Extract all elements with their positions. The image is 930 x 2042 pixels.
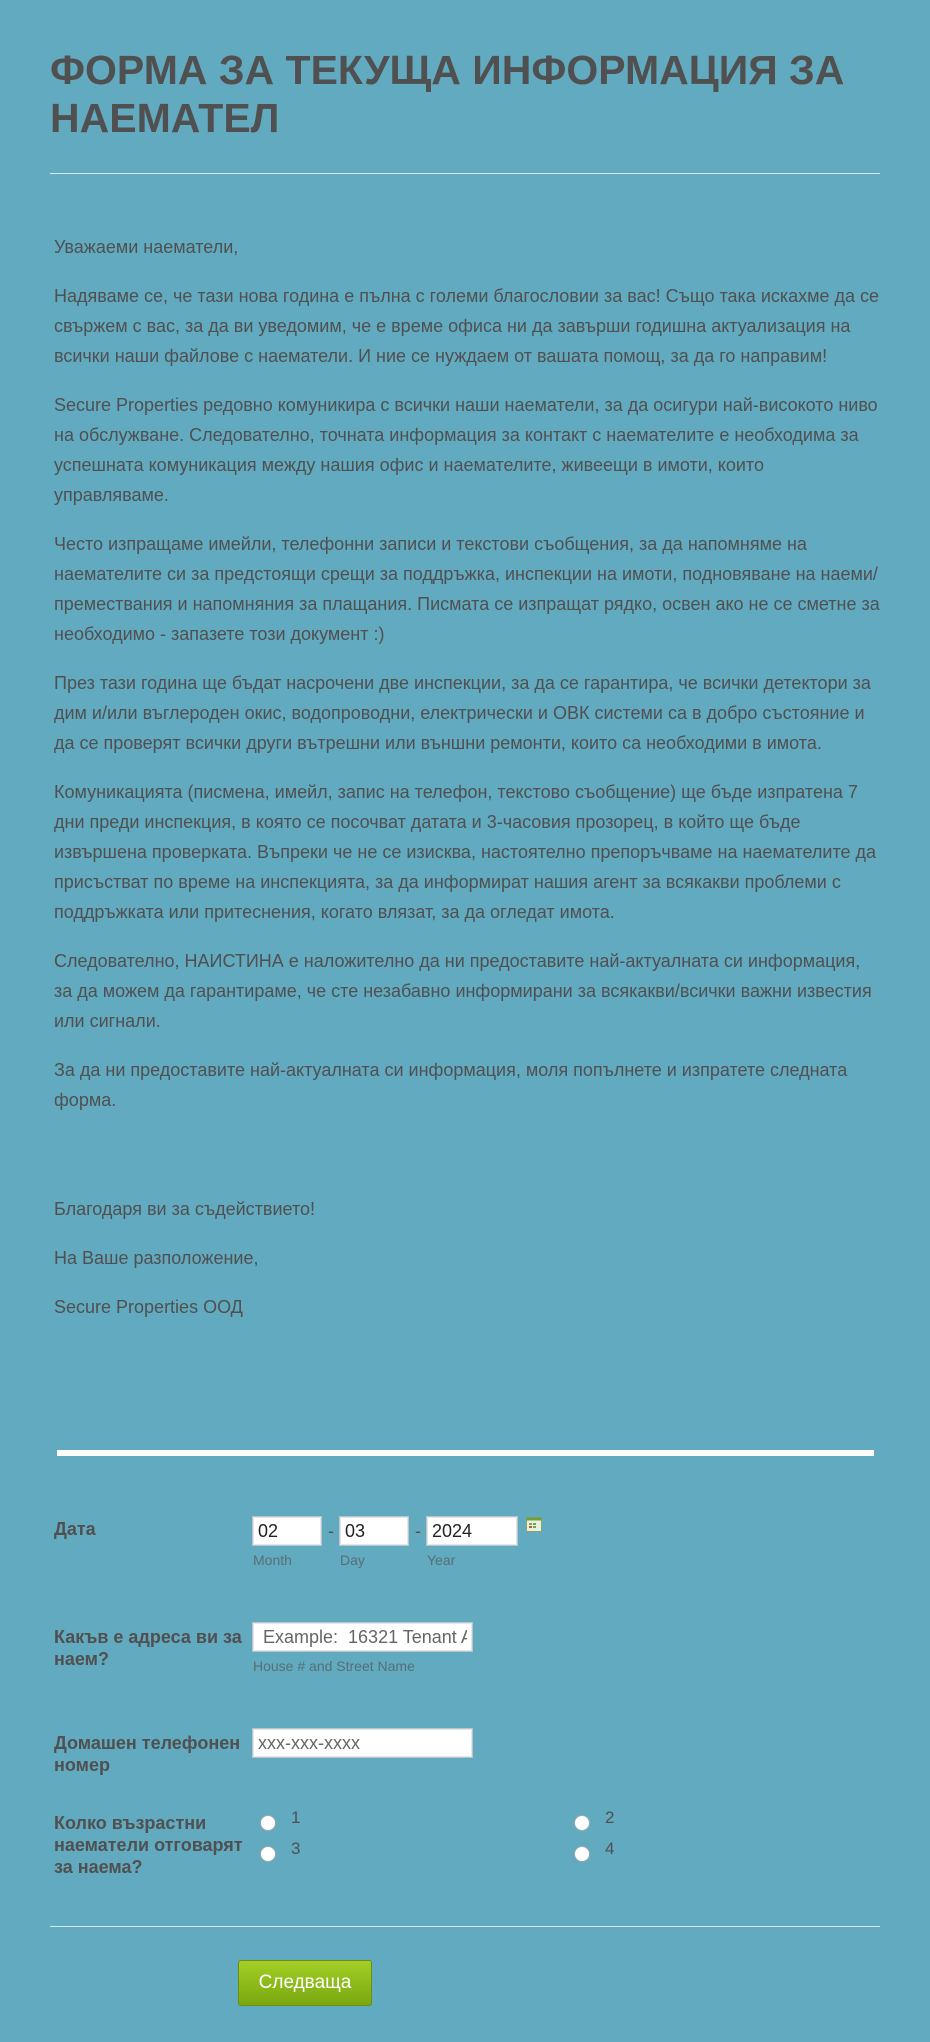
radio-button[interactable]	[260, 1846, 276, 1862]
phone-input[interactable]	[252, 1728, 473, 1758]
letter-paragraph: През тази година ще бъдат насрочени две инспекции, за да се гарантира, че всички детектори за дим и/или въглероден окис, водопроводни, електрически и ОВК системи са в добро състояние и да се проверят всички други вътрешни или външни ремонти, които са необходими в имота.	[54, 673, 871, 753]
phone-label: Домашен телефонен номер	[54, 1733, 241, 1775]
letter-paragraph: За да ни предоставите най-актуалната си информация, моля попълнете и изпратете следната форма.	[54, 1060, 848, 1110]
radio-label: 3	[291, 1839, 301, 1858]
radio-label: 4	[605, 1839, 615, 1858]
date-fields	[252, 1516, 652, 1576]
adults-label: Колко възрастни наематели отговарят за наема?	[54, 1813, 243, 1877]
date-day-input[interactable]	[339, 1516, 409, 1546]
letter-paragraph: Следователно, НАИСТИНА е наложително да ни предоставите най-актуалната си информация, за да можем да гарантираме, че сте незабавно информирани за всякакви/всички важни известия или сигнали.	[54, 951, 872, 1031]
radio-button[interactable]	[574, 1815, 590, 1831]
date-separator: -	[328, 1521, 334, 1541]
adults-option-3[interactable]	[260, 1839, 301, 1861]
date-month-input[interactable]	[252, 1516, 322, 1546]
header-divider	[50, 173, 880, 174]
date-separator: -	[415, 1521, 421, 1541]
radio-button[interactable]	[574, 1846, 590, 1862]
letter-signature: Secure Properties ООД	[54, 1297, 243, 1317]
address-fields	[252, 1622, 552, 1682]
adults-row	[54, 1812, 874, 1882]
letter-paragraph: Secure Properties редовно комуникира с всички наши наематели, за да осигури най-високото ниво на обслужване. Следователно, точната информация за контакт с наемателите е необходима за успешната комуникация между нашия офис и наемателите, живеещи в имоти, които управляваме.	[54, 395, 878, 505]
radio-button[interactable]	[260, 1815, 276, 1831]
calendar-icon[interactable]	[526, 1516, 542, 1532]
letter-closing: На Ваше разположение,	[54, 1248, 259, 1268]
day-sublabel: Day	[340, 1552, 365, 1568]
letter-paragraph: Надяваме се, че тази нова година е пълна с големи благословии за вас! Също така искахме да се свържем с вас, за да ви уведомим, че е време офиса ни да завърши годишна актуализация на всички наши файлове с наематели. И ние се нуждаем от вашата помощ, за да го направим!	[54, 286, 880, 366]
phone-row	[54, 1728, 874, 1778]
radio-label: 1	[291, 1808, 301, 1827]
next-button[interactable]: Следваща	[238, 1960, 372, 2006]
page-title: ФОРМА ЗА ТЕКУЩА ИНФОРМАЦИЯ ЗА НАЕМАТЕЛ	[50, 47, 845, 141]
date-label: Дата	[54, 1519, 96, 1539]
adults-option-2[interactable]	[574, 1808, 615, 1830]
letter-paragraph: Често изпращаме имейли, телефонни записи и текстови съобщения, за да напомняме на наемателите си за предстоящи срещи за поддръжка, инспекции на имоти, подновяване на наеми/премествания и напомняния за плащания. Писмата се изпращат рядко, освен ако не се сметне за необходимо - запазете този документ :)	[54, 534, 880, 644]
letter-spacer	[54, 1134, 880, 1194]
adults-options	[252, 1812, 872, 1882]
date-year-input[interactable]	[426, 1516, 518, 1546]
address-sublabel: House # and Street Name	[253, 1658, 415, 1674]
form-header	[50, 46, 880, 142]
letter-greeting: Уважаеми наематели,	[54, 237, 239, 257]
intro-letter	[54, 232, 880, 1341]
year-sublabel: Year	[427, 1552, 456, 1568]
letter-paragraph: Комуникацията (писмена, имейл, запис на телефон, текстово съобщение) ще бъде изпратена 7 дни преди инспекция, в която се посочват датата и 3-часовия прозорец, в който ще бъде извършена проверката. Въпреки че не се изисква, настоятелно препоръчваме на наемателите да присъстват по време на инспекцията, за да информират нашия агент за всякакви проблеми с поддръжката или притеснения, когато влязат, за да огледат имота.	[54, 782, 877, 922]
footer-divider	[50, 1926, 880, 1927]
adults-option-4[interactable]	[574, 1839, 615, 1861]
month-sublabel: Month	[253, 1552, 292, 1568]
date-row	[54, 1516, 874, 1576]
address-input[interactable]	[252, 1622, 473, 1652]
phone-fields	[252, 1728, 552, 1768]
adults-option-1[interactable]	[260, 1808, 301, 1830]
address-row	[54, 1622, 874, 1682]
section-divider	[57, 1450, 874, 1456]
letter-thanks: Благодаря ви за съдействието!	[54, 1199, 316, 1219]
radio-label: 2	[605, 1808, 615, 1827]
address-label: Какъв е адреса ви за наем?	[54, 1627, 242, 1669]
